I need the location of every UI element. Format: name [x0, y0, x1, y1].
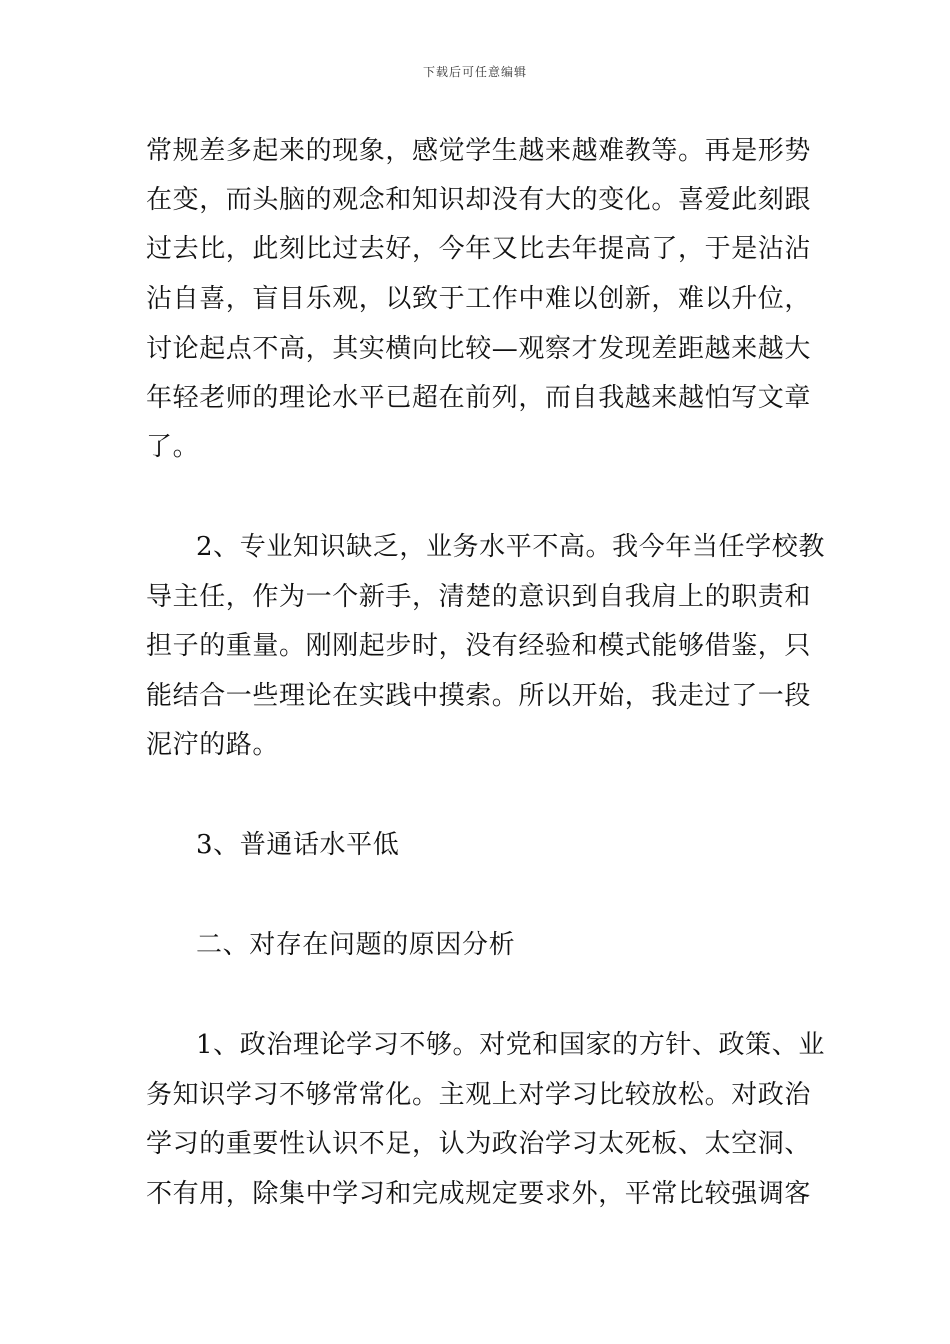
paragraph-line: 讨论起点不高，其实横向比较—观察才发现差距越来越大	[146, 334, 812, 364]
paragraph-line: 过去比，此刻比过去好，今年又比去年提高了，于是沾沾	[146, 234, 812, 264]
paragraph-line: 导主任，作为一个新手，清楚的意识到自我肩上的职责和	[146, 582, 812, 612]
paragraph-line: 2、专业知识缺乏，业务水平不高。我今年当任学校教	[196, 532, 825, 562]
paragraph-line: 在变，而头脑的观念和知识却没有大的变化。喜爱此刻跟	[146, 185, 812, 215]
paragraph-line: 务知识学习不够常常化。主观上对学习比较放松。对政治	[146, 1080, 812, 1110]
paragraph-line: 常规差多起来的现象，感觉学生越来越难教等。再是形势	[146, 136, 812, 166]
paragraph-line: 能结合一些理论在实践中摸索。所以开始，我走过了一段	[146, 681, 812, 711]
paragraph-line: 1、政治理论学习不够。对党和国家的方针、政策、业	[196, 1030, 825, 1060]
paragraph-line: 沾自喜，盲目乐观，以致于工作中难以创新，难以升位，	[146, 284, 812, 314]
paragraph-line: 学习的重要性认识不足，认为政治学习太死板、太空洞、	[146, 1129, 812, 1159]
section-heading: 二、对存在问题的原因分析	[196, 930, 516, 960]
page-header: 下载后可任意编辑	[422, 65, 527, 79]
paragraph-line: 年轻老师的理论水平已超在前列，而自我越来越怕写文章	[146, 383, 812, 413]
paragraph-line: 担子的重量。刚刚起步时，没有经验和模式能够借鉴，只	[146, 631, 812, 661]
section-item: 3、普通话水平低	[196, 830, 400, 860]
paragraph-line: 泥泞的路。	[146, 730, 280, 760]
paragraph-line: 不有用，除集中学习和完成规定要求外，平常比较强调客	[146, 1179, 812, 1209]
paragraph-line: 了。	[146, 432, 200, 462]
